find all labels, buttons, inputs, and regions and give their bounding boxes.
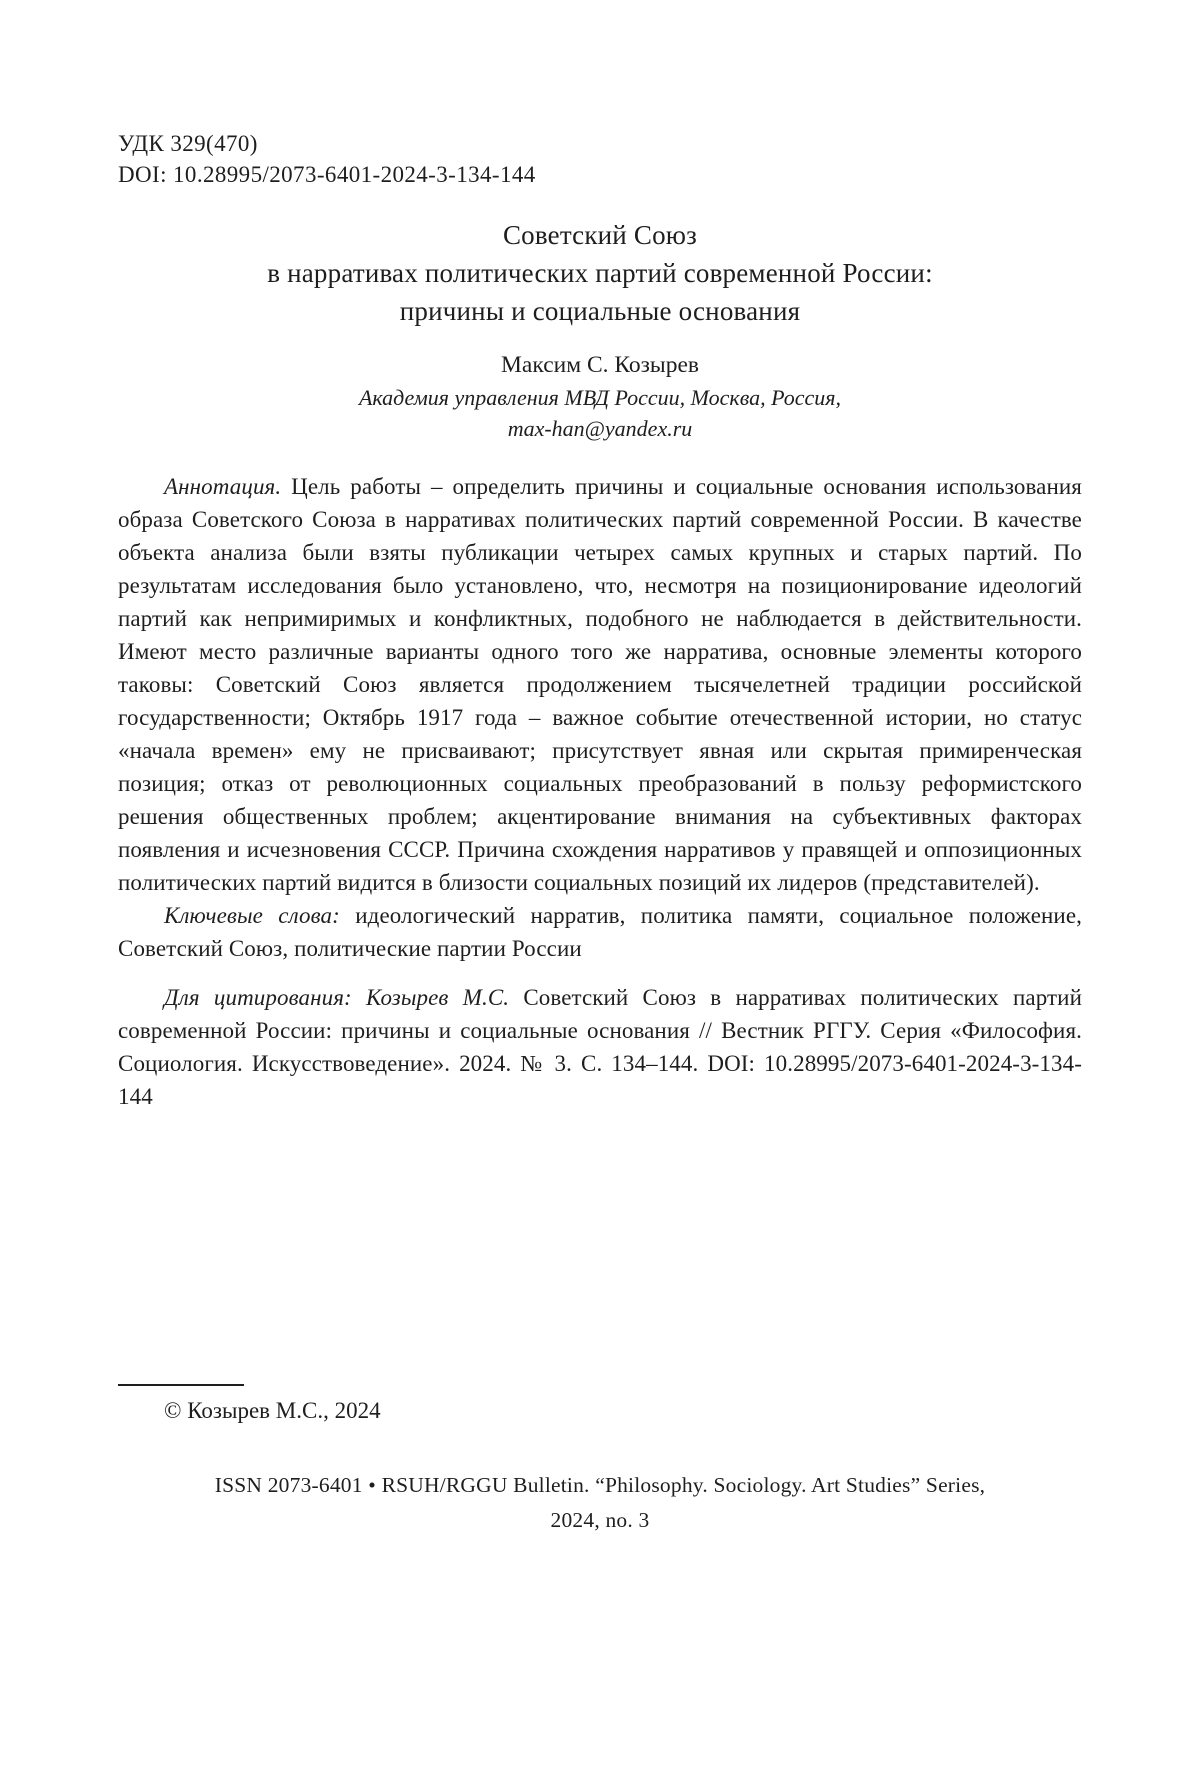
- footnote-rule: [118, 1384, 244, 1386]
- footer-issue-line: 2024, no. 3: [550, 1508, 650, 1532]
- footer-issn-line: ISSN 2073-6401 • RSUH/RGGU Bulletin. “Philosophy. Sociology. Art Studies” Series,: [214, 1473, 986, 1497]
- author-affiliation: Академия управления МВД России, Москва, Россия,: [358, 385, 842, 410]
- doi-line: DOI: 10.28995/2073-6401-2024-3-134-144: [118, 162, 536, 187]
- article-title-line-2: в нарративах политических партий современной России:: [267, 258, 933, 288]
- page-footer: [0, 1468, 1200, 1538]
- abstract-label: Аннотация.: [164, 474, 282, 499]
- author-name: Максим С. Козырев: [501, 352, 699, 378]
- udk-code: УДК 329(470): [118, 131, 258, 156]
- keywords-paragraph: [118, 899, 1082, 965]
- article-title-line-3: причины и социальные основания: [399, 296, 801, 326]
- citation-paragraph: [118, 981, 1082, 1113]
- abstract-text: Цель работы – определить причины и социальные основания использования образа Советского Союза в нарративах политических партий современной России. В качестве объекта анализа были взяты публикации четырех самых крупных и старых партий. По результатам исследования было установлено, что, несмотря на позиционирование идеологий партий как непримиримых и конфликтных, подобного не наблюдается в действительности. Имеют место различные варианты одного того же нарратива, основные элементы которого таковы: Советский Союз является продолжением тысячелетней традиции российской государственности; Октябрь 1917 года – важное событие отечественной истории, но статус «начала времен» ему не присваивают; присутствует явная или скрытая примиренческая позиция; отказ от революционных социальных преобразований в пользу реформистского решения общественных проблем; акцентирование внимания на субъективных факторах появления и исчезновения СССР. Причина схождения нарративов у правящей и оппозиционных политических партий видится в близости социальных позиций их лидеров (представителей).: [118, 474, 1082, 895]
- author-email: max-han@yandex.ru: [507, 416, 693, 441]
- citation-text: Советский Союз в нарративах политических партий современной России: причины и социальные основания // Вестник РГГУ. Серия «Философия. Социология. Искусствоведение». 2024. № 3. С. 134–144. DOI: 10.28995/2073-6401-2024-3-134-144: [118, 985, 1082, 1109]
- document-meta: [118, 128, 1082, 190]
- footnote-block: [118, 1384, 381, 1427]
- keywords-text: идеологический нарратив, политика памяти, социальное положение, Советский Союз, политические партии России: [118, 903, 1082, 961]
- article-title: [118, 216, 1082, 330]
- article-title-line-1: Советский Союз: [502, 220, 698, 250]
- copyright-line: © Козырев М.С., 2024: [164, 1398, 381, 1423]
- keywords-label: Ключевые слова:: [164, 903, 340, 928]
- citation-lead: Для цитирования: Козырев М.С.: [164, 985, 510, 1010]
- abstract-paragraph: [118, 470, 1082, 899]
- author-block: [118, 348, 1082, 444]
